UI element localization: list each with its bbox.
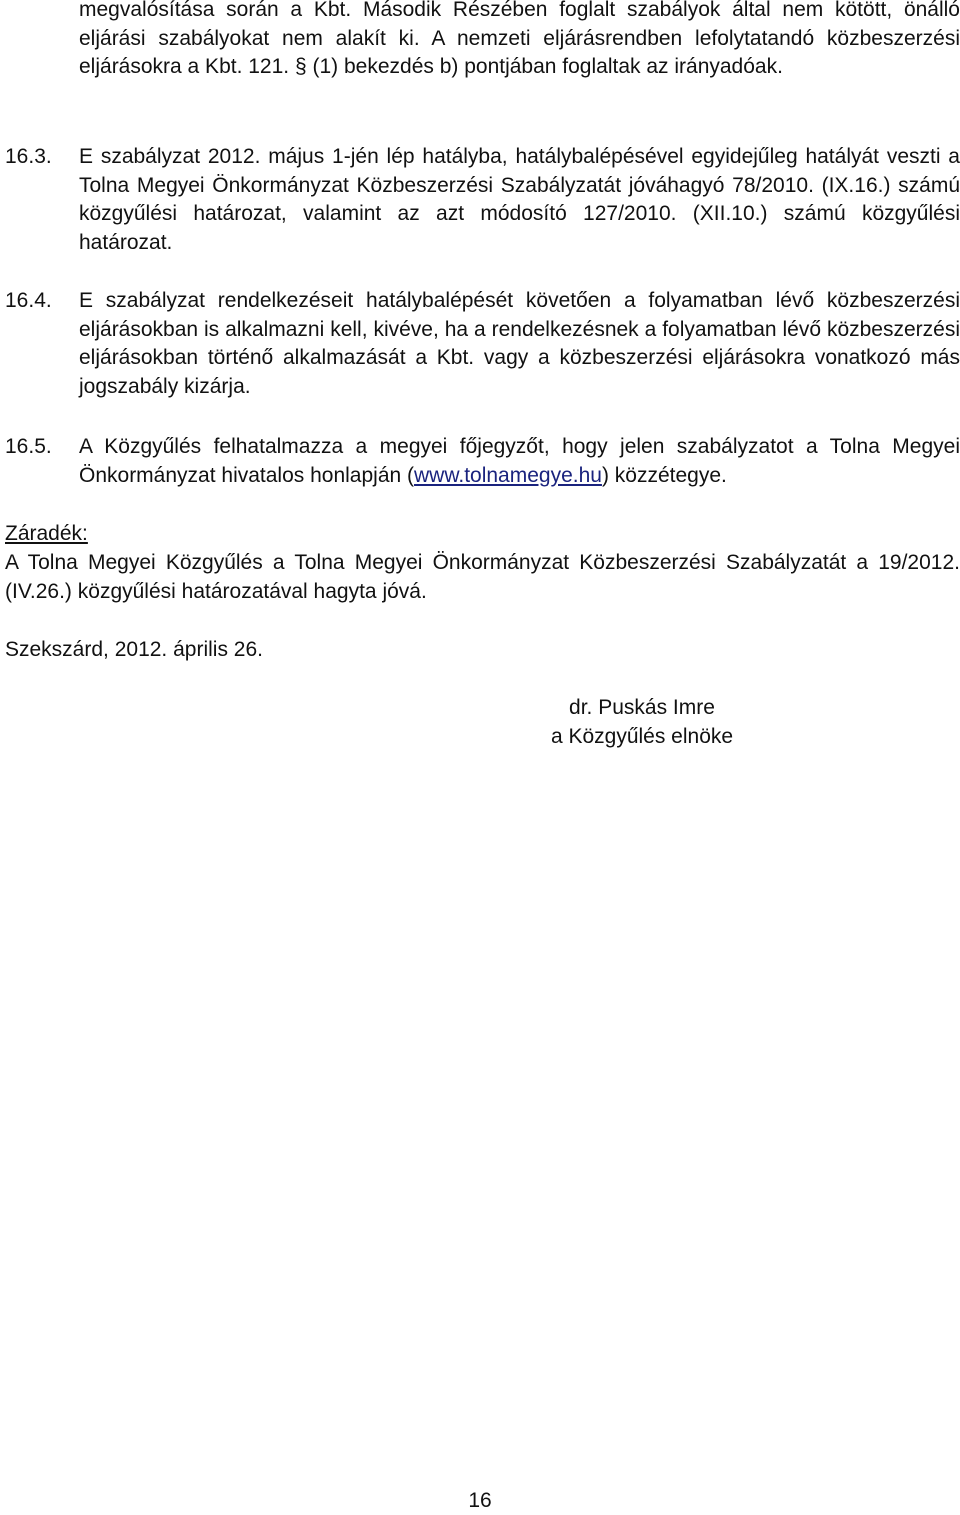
zaradek-heading: Záradék: xyxy=(5,522,88,545)
section-16-4 xyxy=(5,287,960,401)
intro-paragraph: megvalósítása során a Kbt. Második Részében foglalt szabályok által nem kötött, önálló eljárási szabályokat nem alakít ki. A nemzeti eljárásrendben lefolytatandó közbeszerzési eljárásokra a Kbt. 121. § (1) bekezdés b) pontjában foglaltak az irányadóak. xyxy=(79,0,960,79)
section-text: E szabályzat rendelkezéseit hatálybalépését követően a folyamatban lévő közbeszerzési eljárásokban is alkalmazni kell, kivéve, ha a rendelkezésnek a folyamatban lévő közbeszerzési eljárásokban történő alkalmazását a Kbt. vagy a közbeszerzési eljárásokra vonatkozó más jogszabály kizárja. xyxy=(79,289,960,398)
section-text: E szabályzat 2012. május 1-jén lép hatályba, hatálybalépésével egyidejűleg hatályát veszti a Tolna Megyei Önkormányzat Közbeszerzési Szabályzatát jóváhagyó 78/2010. (IX.16.) számú közgyűlési határozat, valamint az azt módosító 127/2010. (XII.10.) számú közgyűlési határozat. xyxy=(79,145,960,254)
section-number: 16.4. xyxy=(5,289,52,312)
section-16-3 xyxy=(5,143,960,257)
section-number: 16.5. xyxy=(5,435,52,458)
place-date: Szekszárd, 2012. április 26. xyxy=(5,638,263,661)
page-number: 16 xyxy=(468,1489,492,1512)
signature-block xyxy=(512,694,772,751)
website-link[interactable]: www.tolnamegye.hu xyxy=(414,463,602,487)
signer-name: dr. Puskás Imre xyxy=(569,696,715,719)
section-text xyxy=(79,433,960,490)
zaradek-text: A Tolna Megyei Közgyűlés a Tolna Megyei Önkormányzat Közbeszerzési Szabályzatát a 19/2012. (IV.26.) közgyűlési határozatával hagyta jóvá. xyxy=(5,551,960,603)
section-text-before-link: A Közgyűlés felhatalmazza a megyei főjegyzőt, hogy jelen szabályzatot a Tolna Megyei Önkormányzat hivatalos honlapján ( xyxy=(79,435,960,487)
section-16-5 xyxy=(5,433,960,490)
section-number: 16.3. xyxy=(5,145,52,168)
signer-title: a Közgyűlés elnöke xyxy=(550,724,734,748)
section-text-after-link: ) közzétegye. xyxy=(601,463,727,487)
